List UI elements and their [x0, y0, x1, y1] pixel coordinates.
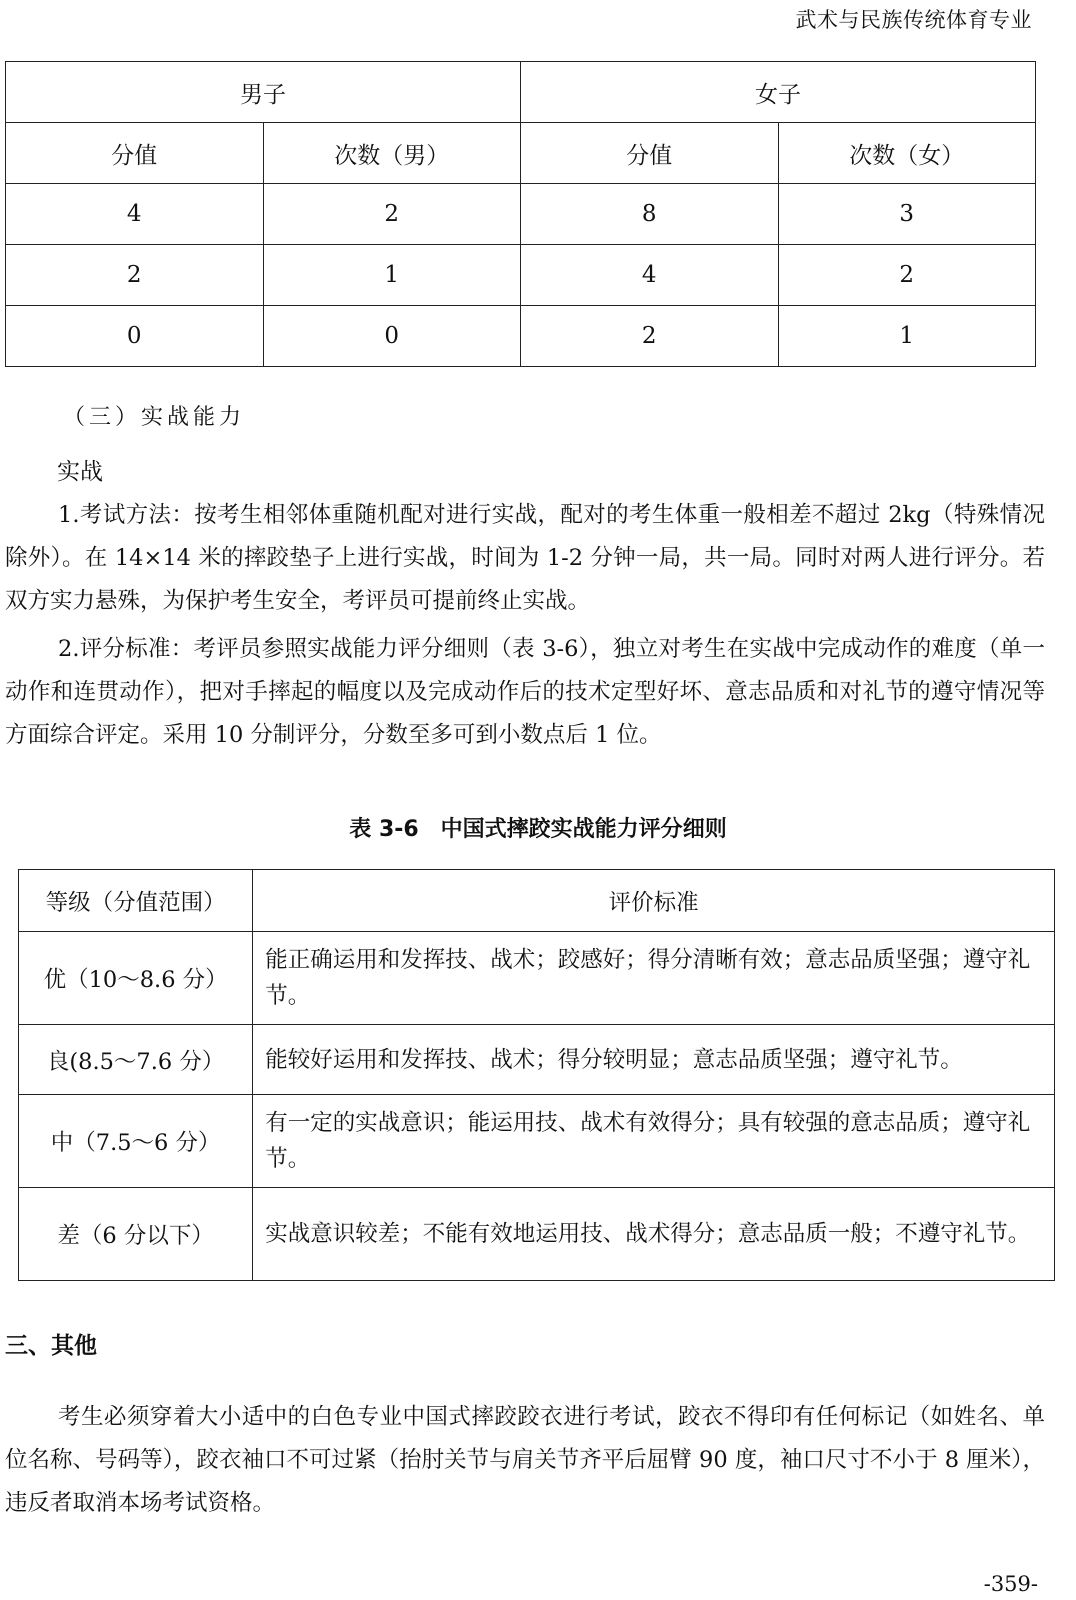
criteria-cell: 能正确运用和发挥技、战术；跤感好；得分清晰有效；意志品质坚强；遵守礼节。	[253, 932, 1055, 1025]
grade-cell: 良(8.5～7.6 分）	[19, 1025, 253, 1095]
paragraph-exam-method: 1.考试方法：按考生相邻体重随机配对进行实战，配对的考生体重一般相差不超过 2kg（特殊情况除外）。在 14×14 米的摔跤垫子上进行实战，时间为 1-2 分钟一局，共一局。同时对两人进行评分。若双方实力悬殊，为保护考生安全，考评员可提前终止实战。	[5, 502, 1045, 614]
table-cell: 0	[263, 306, 521, 367]
column-header: 次数（男）	[263, 123, 521, 184]
criteria-cell: 能较好运用和发挥技、战术；得分较明显；意志品质坚强；遵守礼节。	[253, 1025, 1055, 1095]
grading-table	[18, 869, 1055, 1281]
column-header: 分值	[521, 123, 779, 184]
paragraph-attire-rules: 考生必须穿着大小适中的白色专业中国式摔跤跤衣进行考试，跤衣不得印有任何标记（如姓名、单位名称、号码等），跤衣袖口不可过紧（抬肘关节与肩关节齐平后屈臂 90 度，袖口尺寸不小于 8 厘米），违反者取消本场考试资格。	[5, 1404, 1045, 1516]
column-header: 评价标准	[253, 870, 1055, 932]
table-row	[6, 184, 1036, 245]
table-row	[19, 1095, 1055, 1188]
page-number: -359-	[983, 1572, 1038, 1596]
table-cell: 1	[263, 245, 521, 306]
criteria-cell: 有一定的实战意识；能运用技、战术有效得分；具有较强的意志品质；遵守礼节。	[253, 1095, 1055, 1188]
grade-cell: 优（10～8.6 分）	[19, 932, 253, 1025]
subheading: 实战	[57, 459, 103, 485]
paragraph-scoring-standard: 2.评分标准：考评员参照实战能力评分细则（表 3-6），独立对考生在实战中完成动作的难度（单一动作和连贯动作），把对手摔起的幅度以及完成动作后的技术定型好坏、意志品质和对礼节的遵守情况等方面综合评定。采用 10 分制评分，分数至多可到小数点后 1 位。	[5, 636, 1045, 748]
grade-cell: 差（6 分以下）	[19, 1188, 253, 1281]
table-row	[19, 1025, 1055, 1095]
running-header: 武术与民族传统体育专业	[795, 8, 1032, 32]
group-header-male: 男子	[6, 62, 521, 123]
column-header: 等级（分值范围）	[19, 870, 253, 932]
criteria-cell: 实战意识较差；不能有效地运用技、战术得分；意志品质一般；不遵守礼节。	[253, 1188, 1055, 1281]
table-cell: 8	[521, 184, 779, 245]
section-label: （三）实战能力	[63, 405, 246, 430]
table-row	[6, 245, 1036, 306]
score-table-group-row	[6, 62, 1036, 123]
table-cell: 2	[6, 245, 264, 306]
grading-table-header-row	[19, 870, 1055, 932]
table-cell: 2	[778, 245, 1036, 306]
table-row	[19, 1188, 1055, 1281]
table-caption: 表 3-6 中国式摔跤实战能力评分细则	[349, 817, 727, 842]
table-cell: 1	[778, 306, 1036, 367]
grade-cell: 中（7.5～6 分）	[19, 1095, 253, 1188]
table-cell: 4	[6, 184, 264, 245]
table-cell: 3	[778, 184, 1036, 245]
score-table	[5, 61, 1036, 367]
table-cell: 2	[263, 184, 521, 245]
table-cell: 4	[521, 245, 779, 306]
section-title: 三、其他	[5, 1333, 97, 1359]
table-cell: 0	[6, 306, 264, 367]
score-table-header-row	[6, 123, 1036, 184]
table-row	[6, 306, 1036, 367]
table-row	[19, 932, 1055, 1025]
table-cell: 2	[521, 306, 779, 367]
column-header: 次数（女）	[778, 123, 1036, 184]
group-header-female: 女子	[521, 62, 1036, 123]
column-header: 分值	[6, 123, 264, 184]
